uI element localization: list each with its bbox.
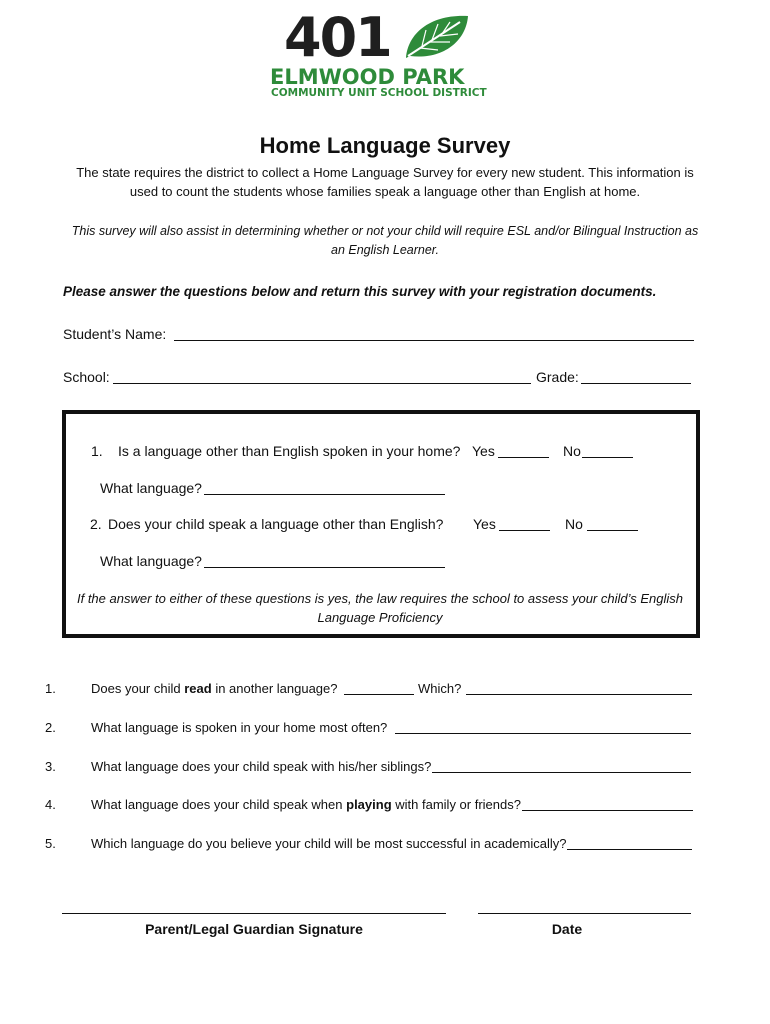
box-q2-no-label: No	[565, 516, 583, 532]
question-1-field[interactable]	[344, 694, 414, 695]
box-q1-no-field[interactable]	[582, 457, 633, 458]
question-4-pre: What language does your child speak when	[91, 797, 343, 812]
page-title: Home Language Survey	[259, 133, 511, 158]
question-4-number: 4.	[45, 797, 56, 812]
question-5-field[interactable]	[567, 849, 692, 850]
question-3-number: 3.	[45, 759, 56, 774]
question-1-pre: Does your child	[91, 681, 181, 696]
student-name-label: Student’s Name:	[63, 326, 167, 342]
box-q1-text: Is a language other than English spoken in your home?	[118, 443, 461, 459]
box-q1-yes-field[interactable]	[498, 457, 549, 458]
question-1-text	[91, 681, 338, 696]
student-name-field[interactable]	[174, 340, 694, 341]
logo-subtitle: COMMUNITY UNIT SCHOOL DISTRICT	[271, 87, 487, 99]
box-q1-what-field[interactable]	[204, 494, 445, 495]
date-label: Date	[551, 921, 583, 937]
question-1-which-field[interactable]	[466, 694, 692, 695]
box-footer-note: If the answer to either of these questions is yes, the law requires the school to assess your child’s English Language Proficiency	[76, 591, 684, 625]
box-q1-yes-label: Yes	[472, 443, 495, 459]
question-3-field[interactable]	[432, 772, 691, 773]
question-3-text: What language does your child speak with his/her siblings?	[91, 759, 432, 774]
school-field[interactable]	[113, 383, 531, 384]
logo-name: ELMWOOD PARK	[270, 65, 465, 89]
question-2-text: What language is spoken in your home most often?	[91, 720, 388, 735]
box-q2-text: Does your child speak a language other than English?	[108, 516, 444, 532]
parent-signature-line[interactable]	[62, 913, 446, 914]
logo-number: 401	[284, 6, 391, 69]
box-q2-no-field[interactable]	[587, 530, 638, 531]
question-5-text: Which language do you believe your child will be most successful in academically?	[91, 836, 567, 851]
box-q1-what-label: What language?	[100, 480, 202, 496]
question-4-emphasis: playing	[346, 797, 392, 812]
question-2-field[interactable]	[395, 733, 691, 734]
question-1-post: in another language?	[215, 681, 338, 696]
box-q2-what-label: What language?	[100, 553, 202, 569]
question-4-text	[91, 797, 521, 812]
box-q1-number: 1.	[91, 443, 103, 459]
box-q2-yes-field[interactable]	[499, 530, 550, 531]
esl-note: This survey will also assist in determining whether or not your child will require ESL and/or Bilingual Instruction as an English Learner.	[71, 224, 699, 257]
parent-signature-label: Parent/Legal Guardian Signature	[145, 921, 363, 937]
question-4-field[interactable]	[522, 810, 693, 811]
leaf-icon	[402, 12, 472, 62]
box-q2-number: 2.	[90, 516, 102, 532]
instruction-text: Please answer the questions below and return this survey with your registration documents.	[63, 284, 657, 299]
box-q2-what-field[interactable]	[204, 567, 445, 568]
box-q2-yes-label: Yes	[473, 516, 496, 532]
school-label: School:	[63, 369, 110, 385]
question-1-emphasis: read	[184, 681, 212, 696]
grade-field[interactable]	[581, 383, 691, 384]
question-2-number: 2.	[45, 720, 56, 735]
district-logo	[270, 8, 500, 100]
date-line[interactable]	[478, 913, 691, 914]
question-4-post: with family or friends?	[395, 797, 521, 812]
box-q1-no-label: No	[563, 443, 581, 459]
question-5-number: 5.	[45, 836, 56, 851]
grade-label: Grade:	[536, 369, 579, 385]
question-1-number: 1.	[45, 681, 56, 696]
question-1-which-label: Which?	[418, 681, 462, 696]
intro-text: The state requires the district to collect a Home Language Survey for every new student. This information is used to count the students whose families speak a language other than English at home.	[76, 165, 694, 199]
